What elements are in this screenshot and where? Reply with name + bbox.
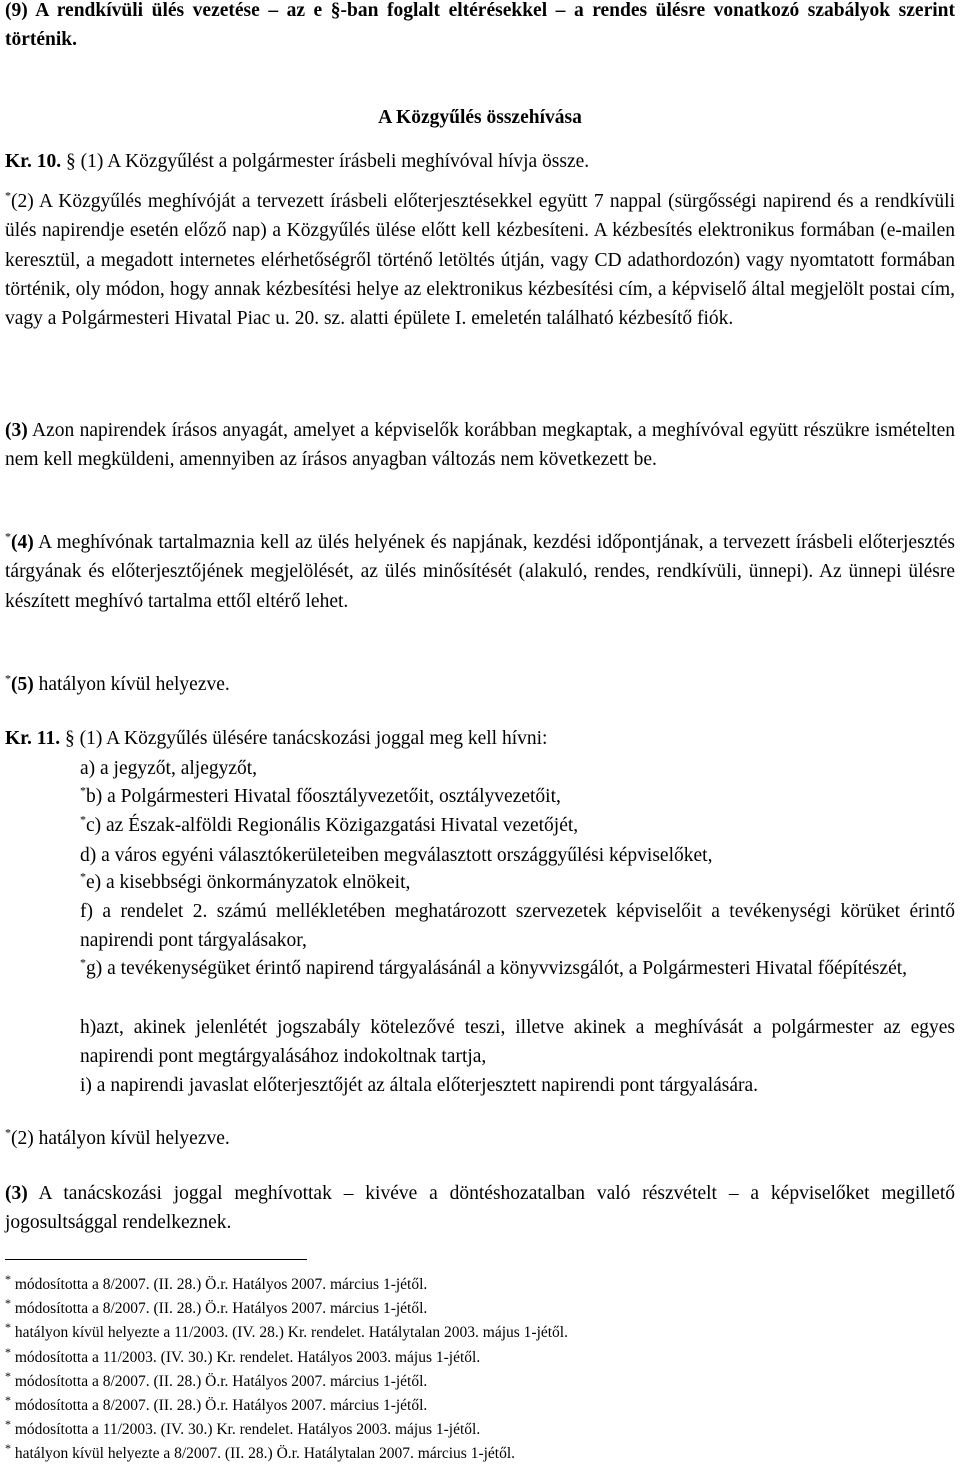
footnote-6-text: módosította a 8/2007. (II. 28.) Ö.r. Hatályos 2007. március 1-jétől. [14,1397,428,1414]
footnote-5-text: módosította a 8/2007. (II. 28.) Ö.r. Hatályos 2007. március 1-jétől. [14,1373,428,1390]
footnote-3 [5,1321,955,1345]
footnote-7-text: módosította a 11/2003. (IV. 30.) Kr. rendelet. Hatályos 2003. május 1-jétől. [14,1421,481,1438]
paragraph-9 [5,0,955,55]
kr10-text: § (1) A Közgyűlést a polgármester írásbeli meghívóval hívja össze. [61,151,590,172]
footnote-mark: * [5,1440,11,1455]
paragraph-4-text: A meghívónak tartalmaznia kell az ülés helyének és napjának, kezdési időpontjának, a tervezett írásbeli előterjesztés tárgyának és előterjesztőjének megjelölését, az ülés minősítését (alakuló, rendes, rendkívüli, ünnepi). Az ünnepi ülésre készített meghívó tartalma ettől eltérő lehet. [5,532,955,612]
footnote-1-text: módosította a 8/2007. (II. 28.) Ö.r. Hatályos 2007. március 1-jétől. [14,1276,428,1293]
footnote-mark: * [80,869,86,884]
kr11-paragraph-3-label: (3) [5,1183,28,1204]
paragraph-5-text: hatályon kívül helyezve. [33,674,230,695]
footnote-mark: * [5,529,11,544]
paragraph-3-text: Azon napirendek írásos anyagát, amelyet a képviselők korábban megkaptak, a meghívóval együtt részükre ismételten nem kell megküldeni, amennyiben az írásos anyagban változás nem következett be. [5,420,955,471]
list-item-c [80,811,955,840]
footnote-mark: * [5,1295,11,1310]
footnote-7 [5,1418,955,1442]
list-item-g-text: g) a tevékenységüket érintő napirend tárgyalásánál a könyvvizsgálót, a Polgármesteri Hivatal főépítészét, [86,958,908,979]
footnote-mark: * [5,1368,11,1383]
kr11-paragraph-2-text: (2) hatályon kívül helyezve. [11,1128,230,1149]
kr10-label: Kr. 10. [5,151,62,172]
footnote-mark: * [5,671,11,686]
footnote-2-text: módosította a 8/2007. (II. 28.) Ö.r. Hatályos 2007. március 1-jétől. [14,1300,428,1317]
kr11-text: § (1) A Közgyűlés ülésére tanácskozási joggal meg kell hívni: [60,728,548,749]
kr10-paragraph-2 [5,187,955,333]
paragraph-9-text: (9) A rendkívüli ülés vezetése – az e §-ban foglalt eltérésekkel – a rendes ülésre vonatkozó szabályok szerint történik. [5,0,955,51]
kr10-paragraph-3 [5,416,955,475]
kr10-paragraph-5 [5,670,955,699]
list-item-a: a) a jegyzőt, aljegyzőt, [80,758,258,779]
footnote-mark: * [5,1392,11,1407]
footnote-mark: * [80,812,86,827]
list-item-h: h)azt, akinek jelenlétét jogszabály kötelezővé teszi, illetve akinek a meghívását a polgármester az egyes napirendi pont megtárgyalásához indokoltnak tartja, [80,1017,955,1068]
footnote-mark: * [5,1271,11,1286]
footnote-6 [5,1394,955,1418]
footnote-5 [5,1370,955,1394]
footnote-mark: * [5,188,11,203]
footnote-separator [5,1259,307,1260]
kr11-label: Kr. 11. [5,728,61,749]
kr11-paragraph-3 [5,1179,955,1238]
list-item-d: d) a város egyéni választókerületeiben megválasztott országgyűlési képviselőket, [80,845,713,866]
kr11-paragraph-1 [5,724,955,753]
list-item-f: f) a rendelet 2. számú mellékletében meghatározott szervezetek képviselőit a tevékenységi körüket érintő napirendi pont tárgyalásakor, [80,901,955,952]
list-item-c-text: c) az Észak-alföldi Regionális Közigazgatási Hivatal vezetőjét, [86,815,579,836]
paragraph-4-label: (4) [11,532,34,553]
footnote-2 [5,1297,955,1321]
paragraph-5-label: (5) [11,674,34,695]
kr11-paragraph-2 [5,1124,955,1153]
list-item-e-text: e) a kisebbségi önkormányzatok elnökeit, [86,872,411,893]
kr10-paragraph-4 [5,528,955,616]
footnote-4 [5,1346,955,1370]
kr10-paragraph-1 [5,147,955,176]
footnote-mark: * [5,1344,11,1359]
footnote-1 [5,1273,955,1297]
footnote-mark: * [80,955,86,970]
footnote-mark: * [5,1416,11,1431]
kr11-paragraph-3-text: A tanácskozási joggal meghívottak – kivéve a döntéshozatalban való részvételt – a képviselőket megillető jogosultsággal rendelkeznek. [5,1183,955,1234]
list-item-b-text: b) a Polgármesteri Hivatal főosztályvezetőit, osztályvezetőit, [86,786,561,807]
list-item-g [80,954,955,983]
paragraph-2-text: (2) A Közgyűlés meghívóját a tervezett írásbeli előterjesztésekkel együtt 7 nappal (sürgősségi napirend és a rendkívüli ülés napirendje esetén előző nap) a Közgyűlés ülése előtt kell kézbesíteni. A kézbesítés elektronikus formában (e-mailen keresztül, a megadott internetes elérhetőségről történő letöltés útján, vagy CD adathordozón) vagy nyomtatott formában történik, oly módon, hogy annak kézbesítési helye az elektronikus kézbesítési cím, a képviselő által megjelölt postai cím, vagy a Polgármesteri Hivatal Piac u. 20. sz. alatti épülete I. emeletén található kézbesítő fiók. [5,191,955,330]
list-item-i: i) a napirendi javaslat előterjesztőjét az általa előterjesztett napirendi pont tárgyalására. [80,1075,759,1096]
section-heading: A Közgyűlés összehívása [378,107,582,128]
footnote-3-text: hatályon kívül helyezte a 11/2003. (IV. 28.) Kr. rendelet. Hatálytalan 2003. május 1-jétől. [14,1324,568,1341]
list-item-b [80,782,955,811]
footnote-mark: * [80,783,86,798]
list-item-e [80,868,955,897]
footnote-mark: * [5,1125,11,1140]
footnote-mark: * [5,1319,11,1334]
paragraph-3-label: (3) [5,420,28,441]
footnote-8 [5,1442,955,1466]
footnote-8-text: hatályon kívül helyezte a 8/2007. (II. 28.) Ö.r. Hatálytalan 2007. március 1-jétől. [14,1445,516,1462]
footnote-4-text: módosította a 11/2003. (IV. 30.) Kr. rendelet. Hatályos 2003. május 1-jétől. [14,1349,481,1366]
